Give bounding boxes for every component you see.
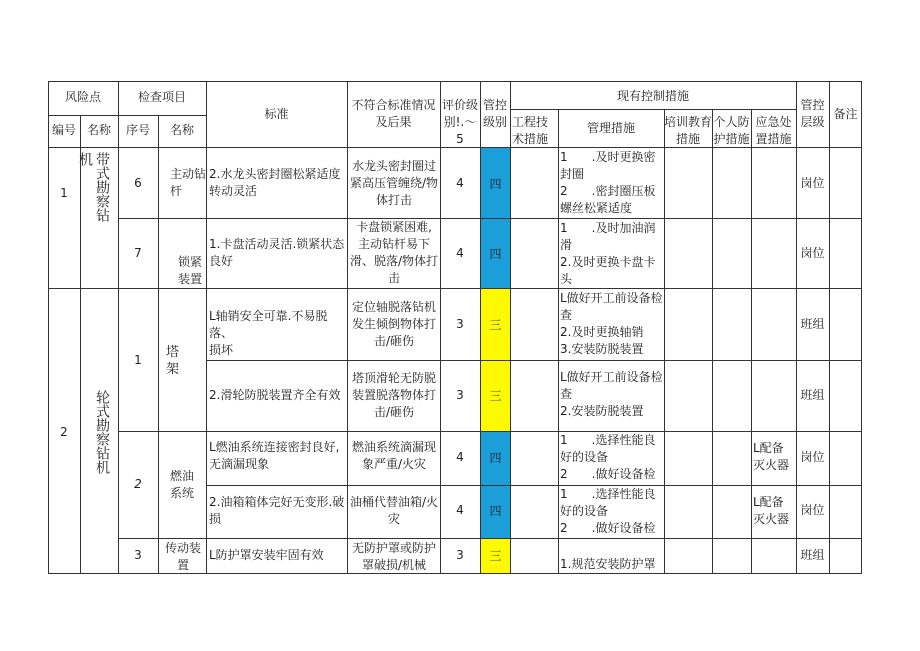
row-item: 主动钻 杆 [170,167,207,198]
row-nonconf: 定位轴脱落钻机 发生倾倒物体打 击/砸伤 [351,300,436,348]
header-eval-level: 评价级 别!.～5 [441,98,478,146]
row-tier: 班组 [800,317,825,331]
row-standard: 2.滑轮防脱装置齐全有效 [209,388,341,402]
header-name: 名称 [86,123,111,137]
header-standard: 标准 [264,107,289,121]
row-mgmt: 1 .及时更换密 封圈 2 .密封圈压板 螺丝松紧适度 [560,150,656,215]
header-no: 编号 [51,123,76,137]
row-ppe: L配备 灭火器 [753,441,790,472]
row-ppe: L配备 灭火器 [753,495,790,526]
header-seq: 序号 [125,123,150,137]
row-mgmt: 1 .选择性能良 好的设备 2 .做好设备检 [560,487,656,535]
row-tier: 岗位 [800,450,825,464]
row-seq: 6 [134,176,142,190]
header-emergency: 应急处 置措施 [755,115,792,146]
row-mgmt: L做好开工前设备检 查 2.安装防脱装置 [560,370,663,418]
row-standard: L燃油系统连接密封良好, 无滴漏现象 [209,440,340,471]
row-mgmt: 1.规范安装防护罩 [560,557,656,571]
row-level: 三 [489,389,502,403]
header-existing-ctrl: 现有控制措施 [616,89,689,103]
row-eval: 3 [456,388,464,402]
row-tier: 班组 [800,388,825,402]
row-standard: L防护罩安装牢固有效 [209,548,324,562]
row-nonconf: 塔顶滑轮无防脱 装置脱落物体打 击/砸伤 [351,371,436,419]
group-no: 2 [60,425,68,439]
subgroup-name: 燃油 系统 [169,469,194,500]
row-seq: 7 [134,246,142,260]
row-tier: 岗位 [800,176,825,190]
header-ctrl-tier: 管控 层级 [800,98,825,129]
header-mgmt: 管理措施 [586,121,635,135]
row-nonconf: 无防护罩或防护 罩破损/机械 [351,541,436,572]
header-ppe: 个人防 护措施 [713,115,750,146]
row-nonconf: 油桶代替油箱/火 灾 [349,495,439,526]
subgroup-name: 传动装 置 [164,541,201,572]
row-mgmt: 1 .及时加油润 滑 2.及时更换卡盘卡 头 [560,221,656,286]
header-ctrl-level: 管控 级别 [482,98,507,129]
row-tier: 班组 [800,548,825,562]
row-standard: L轴销安全可靠.不易脱落、 损坏 [209,309,328,357]
row-nonconf: 水龙头密封圈过 紧高压管缠绕/物 体打击 [349,159,439,207]
group-no: 1 [60,186,68,200]
row-level: 四 [489,451,502,465]
row-eval: 4 [456,503,464,517]
row-mgmt: L做好开工前设备检 查 2.及时更换轴销 3.安装防脱装置 [560,291,663,356]
header-eng-tech: 工程技 术措施 [512,115,549,146]
row-standard: 1.卡盘活动灵活.锁紧状态 良好 [209,237,345,268]
header-remarks: 备注 [833,107,858,121]
row-level: 四 [489,247,502,261]
group-name: 轮式勘察钻机 [94,390,110,474]
row-mgmt: 1 .选择性能良 好的设备 2 .做好设备检 [560,433,656,481]
header-risk-point: 风险点 [64,90,101,104]
row-tier: 岗位 [800,246,825,260]
row-eval: 4 [456,176,464,190]
header-check-item: 检查项目 [137,90,186,104]
row-standard: 2.水龙头密封圈松紧适度 转动灵活 [209,167,341,198]
row-level: 四 [489,177,502,191]
row-nonconf: 燃油系统滴漏现 象严重/火灾 [351,440,436,471]
row-level: 三 [489,549,502,563]
row-tier: 岗位 [800,503,825,517]
row-standard: 2.油箱箱体完好无变形.破 损 [209,495,345,526]
group-name: 带式勘察钻机 [77,152,110,222]
subgroup-seq: 1 [134,353,142,367]
row-level: 三 [489,318,502,332]
row-eval: 4 [456,246,464,260]
row-eval: 4 [456,450,464,464]
row-item: 锁紧 装置 [178,255,203,286]
row-level: 四 [489,504,502,518]
row-eval: 3 [456,548,464,562]
header-item-name: 名称 [169,123,194,137]
row-eval: 3 [456,317,464,331]
subgroup-name: 塔 架 [166,345,180,377]
subgroup-seq: 2 [134,477,142,491]
header-training: 培训教育 措施 [664,115,713,146]
row-nonconf: 卡盘锁紧困难, 主动钻杆易下 滑、脱落/物体打击 [349,220,439,285]
subgroup-seq: 3 [134,548,142,562]
header-nonconformity: 不符合标准情况 及后果 [351,98,436,129]
